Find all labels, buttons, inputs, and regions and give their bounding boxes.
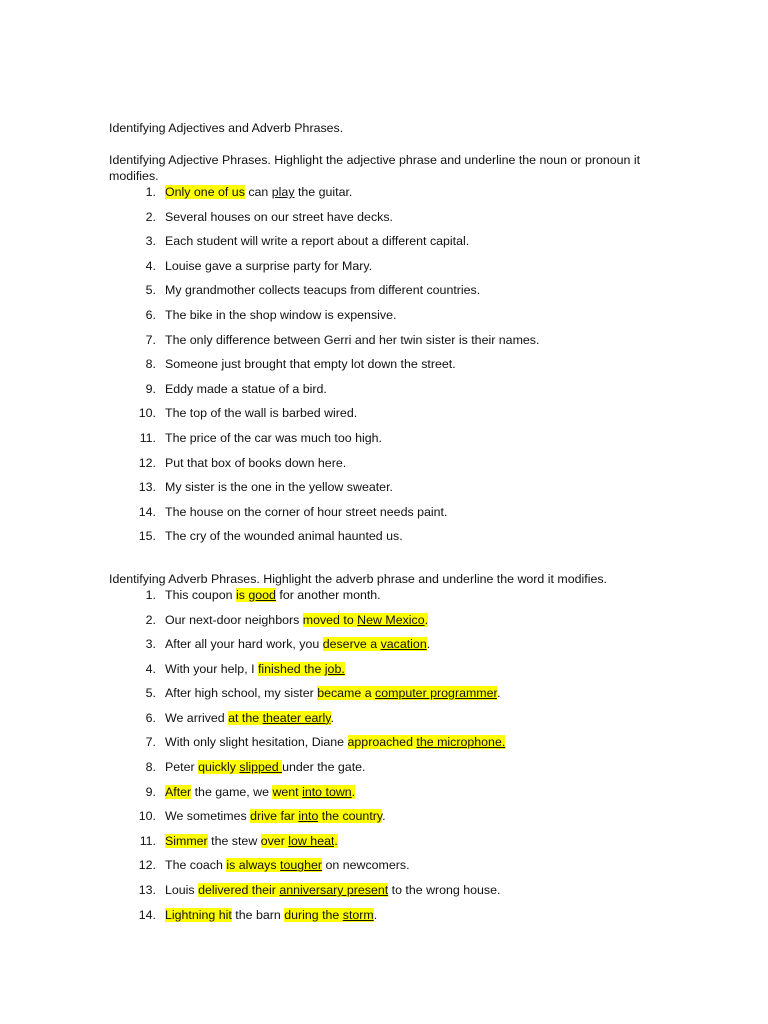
adjective-instructions: Identifying Adjective Phrases. Highlight the adjective phrase and underline the noun or pronoun it modifies. (109, 153, 641, 183)
sentence-text: The price of the car was much too high. (165, 430, 382, 445)
adjective-item (109, 282, 669, 307)
highlighted-phrase: became a (317, 686, 376, 701)
item-sentence (165, 184, 352, 200)
highlighted-phrase: delivered their (198, 883, 280, 898)
adjective-list (109, 184, 669, 553)
adjective-item (109, 455, 669, 480)
item-number: 15. (138, 529, 156, 544)
adverb-item (109, 784, 669, 809)
sentence-text: on newcomers. (322, 858, 410, 873)
highlighted-underlined-phrase: low heat (288, 833, 335, 848)
highlighted-phrase: After (165, 784, 192, 799)
highlighted-underlined-phrase: New Mexico (357, 612, 425, 627)
highlighted-underlined-phrase: job. (324, 661, 345, 676)
sentence-text: After all your hard work, you (165, 637, 323, 652)
underlined-word: play (271, 185, 295, 199)
adverb-item (109, 661, 669, 686)
adverb-item (109, 710, 669, 735)
item-number: 3. (145, 234, 156, 249)
highlighted-phrase: is (235, 587, 249, 602)
adjective-item (109, 332, 669, 357)
sentence-text: for another month. (275, 587, 381, 602)
sentence-text: The coach (165, 858, 227, 873)
adjective-item (109, 405, 669, 430)
item-sentence (165, 455, 346, 471)
item-number: 7. (145, 332, 156, 347)
adverb-item (109, 636, 669, 661)
item-sentence (165, 808, 386, 824)
item-number: 14. (138, 907, 156, 922)
highlighted-underlined-phrase: vacation (380, 637, 427, 652)
item-sentence (165, 282, 480, 298)
item-number: 13. (138, 883, 156, 898)
sentence-text: My grandmother collects teacups from different countries. (165, 283, 481, 298)
item-number: 4. (145, 258, 156, 273)
item-sentence (165, 307, 396, 323)
sentence-text: This coupon (165, 587, 236, 602)
adjective-item (109, 307, 669, 332)
sentence-text: under the gate. (282, 760, 366, 775)
adverb-item (109, 734, 669, 759)
highlighted-underlined-phrase: good (248, 587, 276, 602)
item-sentence (165, 857, 410, 873)
item-sentence (165, 685, 500, 701)
sentence-text: can (244, 185, 272, 199)
highlighted-phrase: at the (228, 710, 263, 725)
item-number: 6. (145, 307, 156, 322)
highlighted-phrase: . (334, 833, 338, 848)
highlighted-underlined-phrase: theater early (262, 710, 331, 725)
adjective-item (109, 528, 669, 553)
item-sentence (165, 209, 393, 225)
adverb-item (109, 808, 669, 833)
sentence-text: After high school, my sister (165, 686, 318, 701)
item-number: 12. (138, 455, 156, 470)
highlighted-underlined-phrase: tougher (280, 858, 323, 873)
highlighted-phrase: the country (318, 809, 383, 824)
sentence-text: Several houses on our street have decks. (165, 209, 393, 224)
highlighted-phrase: drive far (250, 809, 299, 824)
item-sentence (165, 710, 334, 726)
sentence-text: the guitar. (294, 185, 353, 199)
item-number: 13. (138, 480, 156, 495)
item-sentence (165, 907, 377, 923)
sentence-text: the stew (207, 833, 261, 848)
item-number: 14. (138, 504, 156, 519)
item-sentence (165, 734, 505, 750)
item-number: 2. (145, 209, 156, 224)
adverb-item (109, 907, 669, 932)
highlighted-phrase: Simmer (165, 833, 208, 848)
adverb-list (109, 587, 669, 931)
sentence-text: The bike in the shop window is expensive. (165, 307, 397, 322)
item-sentence (165, 233, 469, 249)
adverb-item (109, 833, 669, 858)
sentence-text: to the wrong house. (388, 883, 501, 898)
item-sentence (165, 784, 355, 800)
adjective-item (109, 430, 669, 455)
item-sentence (165, 612, 428, 628)
sentence-text: . (373, 907, 378, 922)
item-sentence (165, 636, 430, 652)
highlighted-phrase: quickly (198, 760, 240, 775)
highlighted-phrase: is always (226, 858, 281, 873)
item-sentence (165, 759, 365, 775)
adjective-item (109, 356, 669, 381)
sentence-text: . (426, 637, 431, 652)
item-sentence (165, 381, 327, 397)
highlighted-underlined-phrase: anniversary present (279, 883, 389, 898)
highlighted-phrase: approached (347, 735, 417, 750)
item-sentence (165, 332, 539, 348)
item-number: 2. (145, 612, 156, 627)
item-number: 8. (145, 357, 156, 372)
highlighted-phrase: Lightning hit (165, 907, 232, 922)
highlighted-phrase: over (260, 833, 289, 848)
sentence-text: Each student will write a report about a different capital. (165, 234, 470, 249)
item-number: 10. (138, 809, 156, 824)
highlighted-phrase: went (272, 784, 303, 799)
item-number: 12. (138, 858, 156, 873)
item-number: 1. (145, 185, 156, 199)
adjective-item (109, 184, 669, 209)
sentence-text: the barn (231, 907, 285, 922)
adverb-item (109, 882, 669, 907)
sentence-text: . (330, 710, 334, 725)
adverb-item (109, 685, 669, 710)
highlighted-underlined-phrase: slipped (239, 760, 283, 775)
item-sentence (165, 833, 338, 849)
item-sentence (165, 587, 381, 603)
sentence-text: We arrived (165, 710, 229, 725)
adverb-item (109, 857, 669, 882)
item-number: 3. (145, 637, 156, 652)
highlighted-underlined-phrase: storm (342, 907, 374, 922)
highlighted-phrase: finished the (257, 661, 325, 676)
adverb-item (109, 759, 669, 784)
item-sentence (165, 882, 500, 898)
item-number: 8. (145, 760, 156, 775)
item-sentence (165, 661, 345, 677)
sentence-text: The only difference between Gerri and her twin sister is their names. (165, 332, 540, 347)
adjective-item (109, 381, 669, 406)
highlighted-phrase: . (351, 784, 356, 799)
item-sentence (165, 528, 403, 544)
item-number: 9. (145, 381, 156, 396)
item-number: 5. (145, 283, 156, 298)
document-title: Identifying Adjectives and Adverb Phrases. (109, 121, 344, 135)
highlighted-underlined-phrase: the microphone. (416, 735, 506, 750)
highlighted-phrase: deserve a (322, 637, 381, 652)
sentence-text: The house on the corner of hour street needs paint. (165, 504, 448, 519)
item-number: 4. (145, 661, 156, 676)
item-number: 11. (139, 833, 156, 848)
sentence-text: the game, we (191, 784, 273, 799)
document-page (109, 120, 669, 931)
item-number: 1. (145, 587, 156, 602)
sentence-text: The cry of the wounded animal haunted us. (165, 529, 403, 544)
sentence-text: Our next-door neighbors (165, 612, 303, 627)
item-number: 9. (145, 784, 156, 799)
item-number: 11. (139, 430, 156, 445)
adjective-item (109, 504, 669, 529)
item-number: 10. (138, 406, 156, 421)
sentence-text: Peter (165, 760, 199, 775)
highlighted-underlined-phrase: into (298, 809, 319, 824)
adverb-instructions: Identifying Adverb Phrases. Highlight the adverb phrase and underline the word it modifies. (109, 571, 607, 586)
sentence-text: My sister is the one in the yellow sweater. (165, 480, 393, 495)
adjective-item (109, 209, 669, 234)
highlighted-phrase: . (424, 612, 429, 627)
item-sentence (165, 430, 382, 446)
item-number: 6. (145, 710, 156, 725)
adverb-item (109, 587, 669, 612)
sentence-text: . (382, 809, 386, 824)
sentence-text: With only slight hesitation, Diane (165, 735, 348, 750)
sentence-text: Louise gave a surprise party for Mary. (165, 258, 373, 273)
item-sentence (165, 479, 393, 495)
highlighted-phrase: moved to (302, 612, 358, 627)
sentence-text: Someone just brought that empty lot down the street. (165, 357, 456, 372)
highlighted-underlined-phrase: computer programmer (375, 686, 497, 701)
sentence-text: Louis (165, 883, 199, 898)
sentence-text: We sometimes (165, 809, 251, 824)
sentence-text: With your help, I (165, 661, 258, 676)
adjective-item (109, 258, 669, 283)
sentence-text: Eddy made a statue of a bird. (165, 381, 327, 396)
adjective-item (109, 233, 669, 258)
adverb-item (109, 612, 669, 637)
sentence-text: The top of the wall is barbed wired. (165, 406, 358, 421)
item-sentence (165, 356, 456, 372)
item-sentence (165, 258, 372, 274)
highlighted-phrase: Only one of us (165, 185, 245, 199)
item-number: 7. (145, 735, 156, 750)
sentence-text: Put that box of books down here. (165, 455, 347, 470)
highlighted-phrase: during the (284, 907, 343, 922)
item-sentence (165, 504, 447, 520)
item-number: 5. (145, 686, 156, 701)
sentence-text: . (496, 686, 501, 701)
item-sentence (165, 405, 357, 421)
adjective-item (109, 479, 669, 504)
highlighted-underlined-phrase: into town (302, 784, 352, 799)
